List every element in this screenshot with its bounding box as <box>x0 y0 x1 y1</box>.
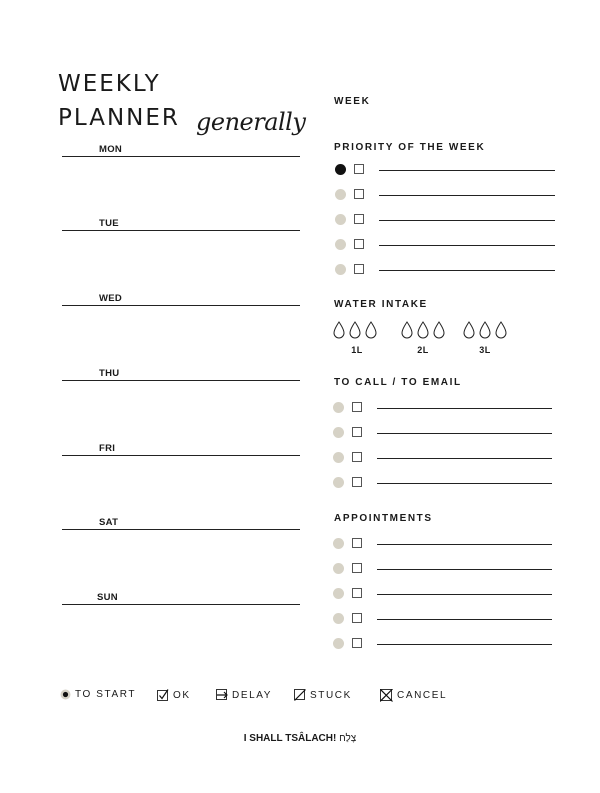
day-line-wed <box>62 305 300 306</box>
priority-checkbox[interactable] <box>354 164 364 174</box>
appointment-status-dot[interactable] <box>333 613 344 624</box>
appointments-heading: APPOINTMENTS <box>334 513 433 524</box>
priority-checkbox[interactable] <box>354 189 364 199</box>
liter-label-2: 2L <box>417 345 429 355</box>
priority-status-dot[interactable] <box>335 214 346 225</box>
priority-write-line[interactable] <box>379 245 555 246</box>
legend-cancel <box>380 689 447 702</box>
title-script: generally <box>196 108 306 136</box>
appointment-checkbox[interactable] <box>352 538 362 548</box>
water-drop-icon[interactable] <box>365 321 377 339</box>
legend-stuck <box>294 689 352 701</box>
day-label-thu: THU <box>99 368 120 379</box>
legend-to-start-label: TO START <box>75 689 137 700</box>
legend-to-start <box>60 689 136 700</box>
to-call-write-line[interactable] <box>377 433 552 434</box>
priority-checkbox[interactable] <box>354 239 364 249</box>
legend-delay <box>216 689 272 701</box>
appointment-checkbox[interactable] <box>352 563 362 573</box>
day-label-mon: MON <box>99 144 123 155</box>
day-line-sat <box>62 529 300 530</box>
day-label-sat: SAT <box>99 517 119 528</box>
appointment-status-dot[interactable] <box>333 588 344 599</box>
footer-text: I SHALL TSÂLACH! <box>243 733 337 744</box>
appointment-write-line[interactable] <box>377 569 552 570</box>
appointment-write-line[interactable] <box>377 544 552 545</box>
to-call-status-dot[interactable] <box>333 402 344 413</box>
day-label-sun: SUN <box>97 592 118 603</box>
title-weekly: WEEKLY <box>58 71 161 97</box>
priority-checkbox[interactable] <box>354 214 364 224</box>
legend-stuck-label: STUCK <box>310 689 352 701</box>
priority-status-dot[interactable] <box>335 239 346 250</box>
to-call-status-dot[interactable] <box>333 427 344 438</box>
priority-write-line[interactable] <box>379 220 555 221</box>
priority-status-dot[interactable] <box>335 189 346 200</box>
appointment-status-dot[interactable] <box>333 563 344 574</box>
legend-ok-label: OK <box>173 689 191 701</box>
appointment-checkbox[interactable] <box>352 613 362 623</box>
water-drop-icon[interactable] <box>479 321 491 339</box>
water-drop-icon[interactable] <box>463 321 475 339</box>
water-drop-icon[interactable] <box>495 321 507 339</box>
water-drop-icon[interactable] <box>349 321 361 339</box>
priority-write-line[interactable] <box>379 195 555 196</box>
to-call-write-line[interactable] <box>377 408 552 409</box>
to-call-status-dot[interactable] <box>333 452 344 463</box>
priority-status-dot[interactable] <box>335 264 346 275</box>
checkbox-checked-icon <box>157 689 169 701</box>
appointment-write-line[interactable] <box>377 644 552 645</box>
footer <box>0 733 600 744</box>
day-label-fri: FRI <box>99 443 116 454</box>
water-drop-icon[interactable] <box>417 321 429 339</box>
to-call-checkbox[interactable] <box>352 427 362 437</box>
appointment-checkbox[interactable] <box>352 638 362 648</box>
to-call-checkbox[interactable] <box>352 477 362 487</box>
appointment-status-dot[interactable] <box>333 538 344 549</box>
water-drop-icon[interactable] <box>401 321 413 339</box>
liter-label-3: 3L <box>479 345 491 355</box>
day-line-tue <box>62 230 300 231</box>
slash-icon <box>294 689 306 701</box>
day-line-fri <box>62 455 300 456</box>
water-heading: WATER INTAKE <box>334 299 428 310</box>
water-drop-icon[interactable] <box>433 321 445 339</box>
day-line-mon <box>62 156 300 157</box>
day-label-tue: TUE <box>99 218 119 229</box>
priority-write-line[interactable] <box>379 270 555 271</box>
to-call-write-line[interactable] <box>377 458 552 459</box>
to-call-checkbox[interactable] <box>352 452 362 462</box>
footer-hebrew: צָלַח <box>339 733 357 744</box>
legend-delay-label: DELAY <box>232 689 273 701</box>
liter-label-1: 1L <box>351 345 363 355</box>
priority-heading: PRIORITY OF THE WEEK <box>334 142 486 153</box>
to-call-write-line[interactable] <box>377 483 552 484</box>
to-call-status-dot[interactable] <box>333 477 344 488</box>
title-planner: PLANNER <box>58 105 180 131</box>
appointment-checkbox[interactable] <box>352 588 362 598</box>
appointment-write-line[interactable] <box>377 594 552 595</box>
legend-ok <box>157 689 191 701</box>
week-label: WEEK <box>334 96 371 107</box>
priority-checkbox[interactable] <box>354 264 364 274</box>
appointment-status-dot[interactable] <box>333 638 344 649</box>
to-call-heading: TO CALL / TO EMAIL <box>334 377 462 388</box>
cross-icon <box>380 689 393 702</box>
priority-status-dot[interactable] <box>335 164 346 175</box>
day-line-thu <box>62 380 300 381</box>
legend-cancel-label: CANCEL <box>397 690 448 701</box>
appointment-write-line[interactable] <box>377 619 552 620</box>
water-drop-icon[interactable] <box>333 321 345 339</box>
to-call-checkbox[interactable] <box>352 402 362 412</box>
arrow-right-icon <box>216 689 228 701</box>
to-start-icon <box>60 689 71 700</box>
day-line-sun <box>62 604 300 605</box>
day-label-wed: WED <box>99 293 123 304</box>
priority-write-line[interactable] <box>379 170 555 171</box>
